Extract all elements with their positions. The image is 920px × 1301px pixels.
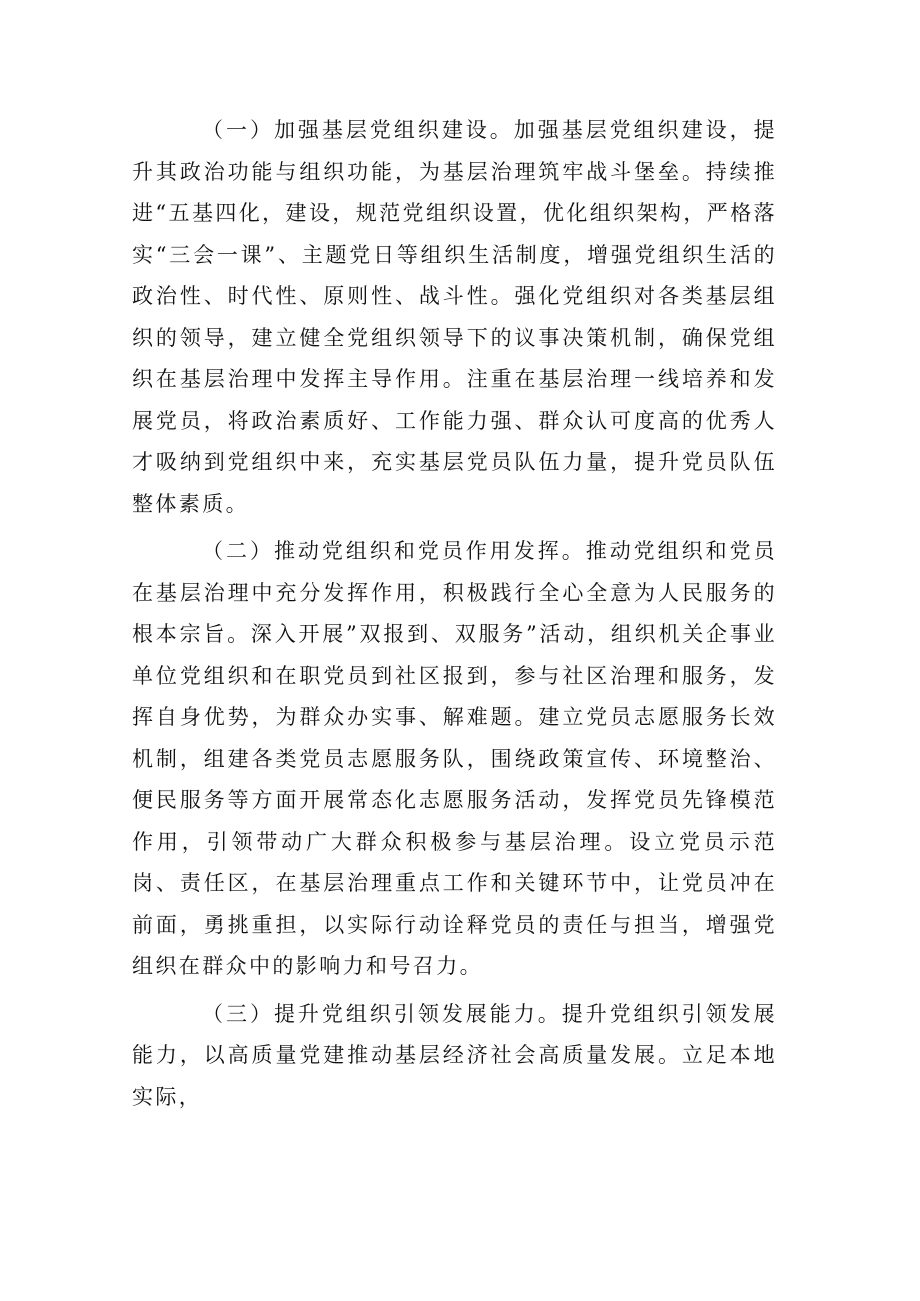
paragraph-3: （三）提升党组织引领发展能力。提升党组织引领发展能力，以高质量党建推动基层经济社会高质量发展。立足本地实际， (132, 1001, 777, 1109)
document-body (132, 110, 777, 1124)
paragraph-2: （二）推动党组织和党员作用发挥。推动党组织和党员在基层治理中充分发挥作用，积极践行全心全意为人民服务的根本宗旨。深入开展”双报到、双服务”活动，组织机关企事业单位党组织和在职党员到社区报到，参与社区治理和服务，发挥自身优势，为群众办实事、解难题。建立党员志愿服务长效机制，组建各类党员志愿服务队，围绕政策宣传、环境整治、便民服务等方面开展常态化志愿服务活动，发挥党员先锋模范作用，引领带动广大群众积极参与基层治理。设立党员示范岗、责任区，在基层治理重点工作和关键环节中，让党员冲在前面，勇挑重担，以实际行动诠释党员的责任与担当，增强党组织在群众中的影响力和号召力。 (132, 539, 777, 978)
paragraph-1: （一）加强基层党组织建设。加强基层党组织建设，提升其政治功能与组织功能，为基层治理筑牢战斗堡垒。持续推进“五基四化，建设，规范党组织设置，优化组织架构，严格落实“三会一课”、主题党日等组织生活制度，增强党组织生活的政治性、时代性、原则性、战斗性。强化党组织对各类基层组织的领导，建立健全党组织领导下的议事决策机制，确保党组织在基层治理中发挥主导作用。注重在基层治理一线培养和发展党员，将政治素质好、工作能力强、群众认可度高的优秀人才吸纳到党组织中来，充实基层党员队伍力量，提升党员队伍整体素质。 (132, 118, 777, 516)
